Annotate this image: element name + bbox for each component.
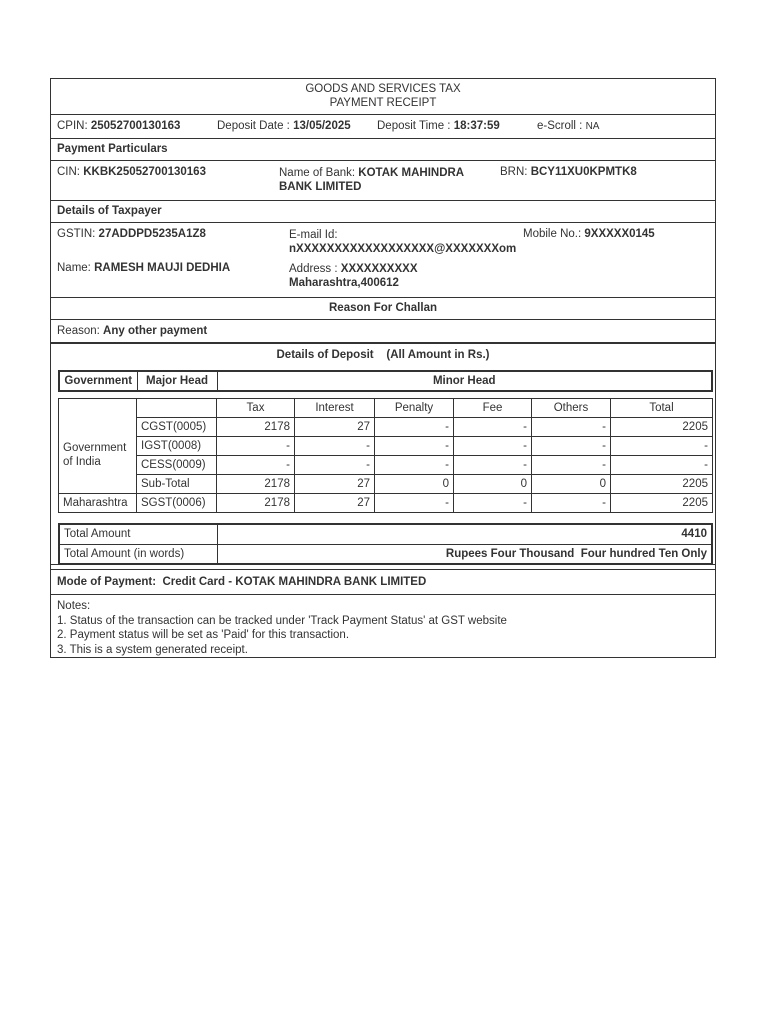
deposit-head-table [58,370,713,392]
interest-value: 27 [295,475,375,494]
others-value: - [532,494,611,513]
major-head: CGST(0005) [137,418,217,437]
header-line-1: GOODS AND SERVICES TAX [305,83,461,95]
fee-value: - [454,494,532,513]
cpin-value: 25052700130163 [90,120,181,132]
total-amount-row [59,524,712,544]
cpin [57,120,180,132]
cin-label: CIN: [57,166,80,178]
fee-value: - [454,418,532,437]
reason-value: Any other payment [103,325,208,337]
total-value: 2205 [611,418,713,437]
penalty-value: - [375,456,454,475]
col-others: Others [532,399,611,418]
interest-value: 27 [295,418,375,437]
table-row [59,437,713,456]
mobile-label: Mobile No.: [523,228,582,240]
interest-value: - [295,456,375,475]
col-minor-head: Minor Head [217,371,712,391]
total-value: 2205 [611,475,713,494]
reason-title: Reason For Challan [329,302,437,314]
address-line-2: Maharashtra,400612 [289,277,399,289]
address-line-1: XXXXXXXXXX [340,263,418,275]
email [289,228,516,256]
taxpayer-details [51,223,715,298]
tax-value: - [217,456,295,475]
col-government: Government [59,371,137,391]
major-head: Sub-Total [137,475,217,494]
interest-value: 27 [295,494,375,513]
gov-india-line-2: of India [63,456,101,469]
total-words-label: Total Amount (in words) [59,544,217,564]
brn [500,166,637,178]
address [289,262,418,290]
others-value: - [532,456,611,475]
email-value: nXXXXXXXXXXXXXXXXXX@XXXXXXXom [289,243,517,255]
total-words-row [59,544,712,564]
bank-label: Name of Bank: [279,167,356,179]
major-head: CESS(0009) [137,456,217,475]
mode-of-payment-row [51,569,715,595]
fee-value: 0 [454,475,532,494]
penalty-value: 0 [375,475,454,494]
fee-value: - [454,456,532,475]
name-value: RAMESH MAUJI DEDHIA [94,262,231,274]
col-interest: Interest [295,399,375,418]
bank-value-line-2: BANK LIMITED [279,181,362,193]
cpin-row [51,115,715,139]
total-amount-value: 4410 [217,524,712,544]
cin [57,166,206,178]
col-tax: Tax [217,399,295,418]
others-value: - [532,418,611,437]
gstin-label: GSTIN: [57,228,96,240]
payment-receipt [50,78,716,658]
reason-row [51,320,715,344]
total-value: 2205 [611,494,713,513]
deposit-title-text: Details of Deposit [276,349,374,361]
cpin-label: CPIN: [57,120,88,132]
totals-table [58,523,713,565]
penalty-value: - [375,494,454,513]
deposit-date [217,120,351,132]
deposit-section [51,344,715,565]
payment-particulars-title: Payment Particulars [57,143,168,155]
tax-value: 2178 [217,494,295,513]
deposit-note: (All Amount in Rs.) [386,349,490,361]
major-head: SGST(0006) [137,494,217,513]
table-row [59,494,713,513]
mode-of-payment [57,576,426,588]
taxpayer-title: Details of Taxpayer [57,205,162,217]
bank-name [279,166,464,194]
reason [57,325,207,337]
table-row [59,418,713,437]
deposit-time [377,120,500,132]
tax-value: 2178 [217,475,295,494]
others-value: - [532,437,611,456]
tax-value: 2178 [217,418,295,437]
payment-particulars-heading [51,139,715,161]
gstin [57,228,206,240]
taxpayer-name [57,262,230,274]
gstin-value: 27ADDPD5235A1Z8 [98,228,206,240]
deposit-time-value: 18:37:59 [453,120,500,132]
col-major-head: Major Head [137,371,217,391]
escroll [537,120,599,132]
major-head: IGST(0008) [137,437,217,456]
escroll-label: e-Scroll : [537,120,583,132]
mode-of-payment-label: Mode of Payment: [57,576,157,588]
gov-india-line-1: Government [63,442,127,455]
email-label: E-mail Id: [289,229,338,241]
total-amount-label: Total Amount [59,524,217,544]
tax-value: - [217,437,295,456]
deposit-date-label: Deposit Date : [217,120,290,132]
col-total: Total [611,399,713,418]
brn-value: BCY11XU0KPMTK8 [530,166,637,178]
col-penalty: Penalty [375,399,454,418]
taxpayer-heading [51,201,715,223]
notes [57,599,507,657]
address-label: Address : [289,263,338,275]
deposit-time-label: Deposit Time : [377,120,451,132]
note-item: 1. Status of the transaction can be tracked under 'Track Payment Status' at GST website [57,614,507,627]
deposit-date-value: 13/05/2025 [293,120,351,132]
col-fee: Fee [454,399,532,418]
receipt-title [51,82,715,110]
mobile [523,228,655,240]
receipt-header [51,79,715,115]
gov-india-cell [59,418,137,494]
header-line-2: PAYMENT RECEIPT [329,97,437,109]
cin-value: KKBK25052700130163 [83,166,206,178]
notes-title: Notes: [57,600,91,612]
total-value: - [611,437,713,456]
interest-value: - [295,437,375,456]
total-words-value: Rupees Four Thousand Four hundred Ten Only [217,544,712,564]
others-value: 0 [532,475,611,494]
mobile-value: 9XXXXX0145 [584,228,655,240]
deposit-table [58,398,713,513]
deposit-title [51,349,715,361]
brn-label: BRN: [500,166,528,178]
note-item: 3. This is a system generated receipt. [57,643,248,656]
table-row [59,456,713,475]
total-value: - [611,456,713,475]
table-row [59,475,713,494]
reason-label: Reason: [57,325,100,337]
note-item: 2. Payment status will be set as 'Paid' for this transaction. [57,629,350,641]
penalty-value: - [375,437,454,456]
mode-of-payment-value: Credit Card - KOTAK MAHINDRA BANK LIMITED [162,576,427,588]
name-label: Name: [57,262,91,274]
amount-header-row [59,399,713,418]
reason-heading [51,298,715,320]
penalty-value: - [375,418,454,437]
bank-value-line-1: KOTAK MAHINDRA [358,167,465,179]
state-name: Maharashtra [59,494,137,513]
fee-value: - [454,437,532,456]
escroll-value: NA [585,121,600,132]
payment-particulars-row [51,161,715,201]
